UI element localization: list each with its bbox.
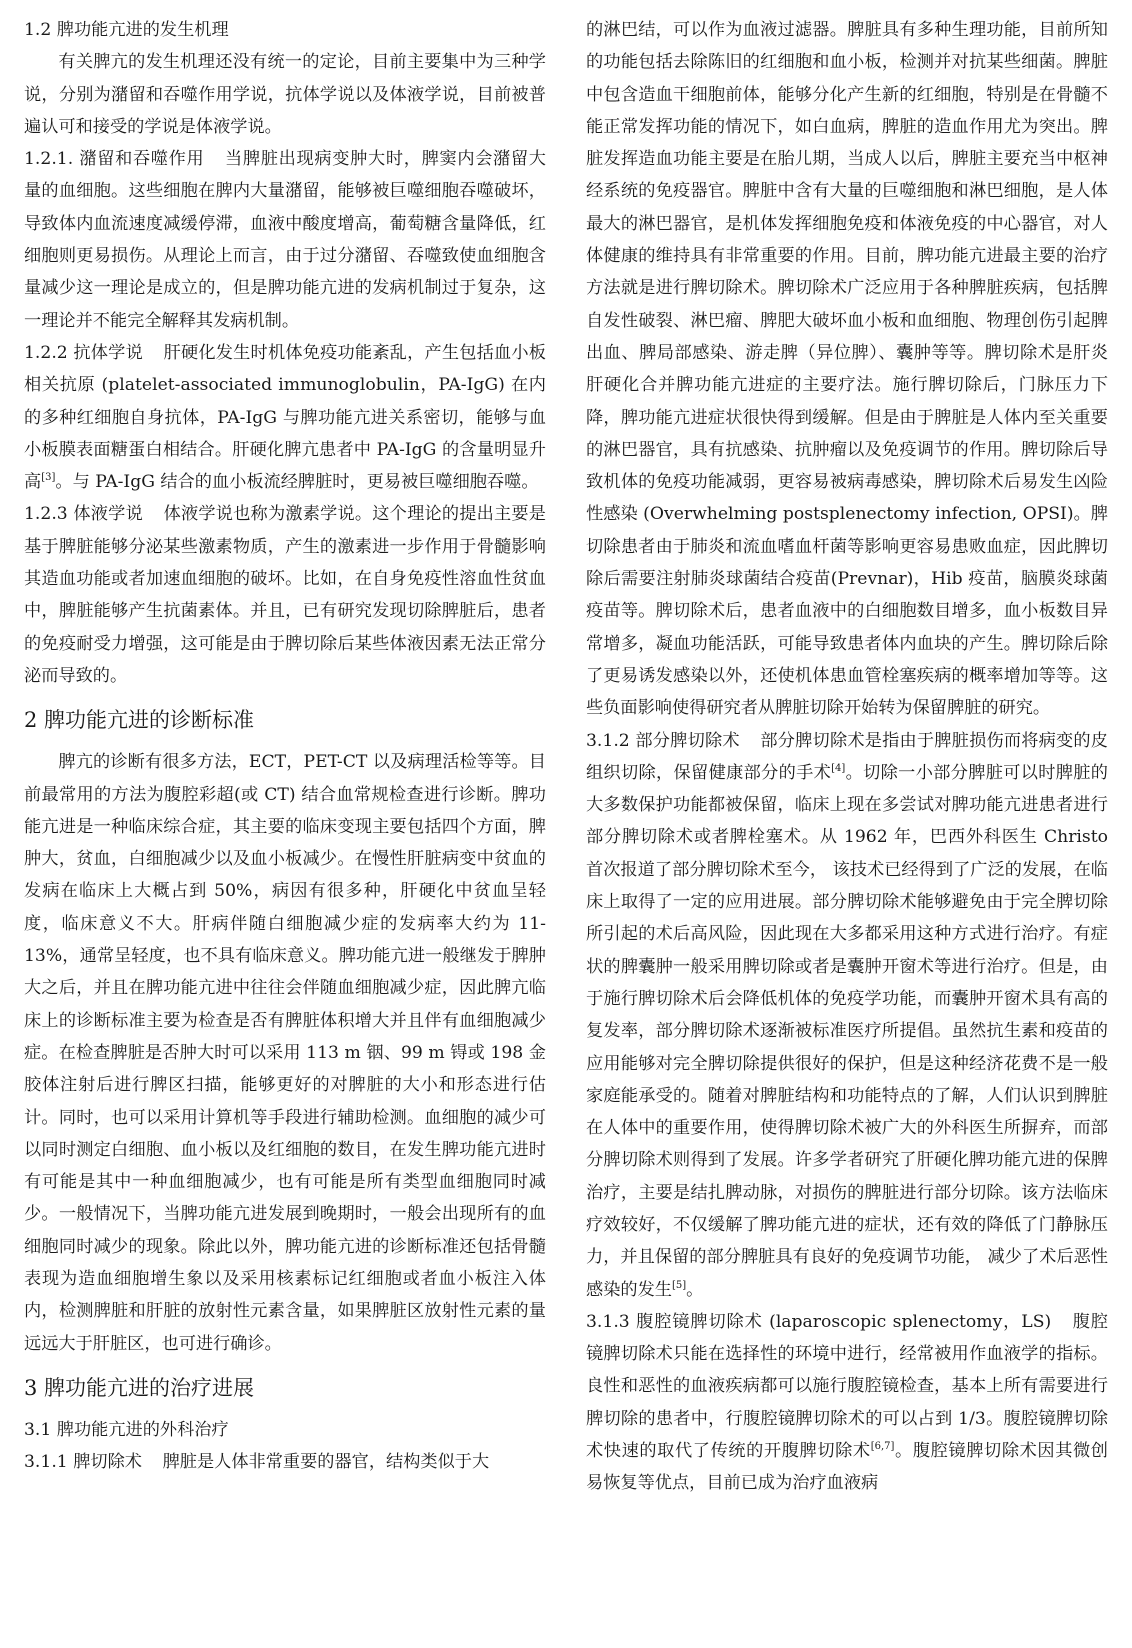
paragraph-1-2-2: 肝硬化发生时机体免疫功能紊乱，产生包括血小板相关抗原 (platelet-associated immunoglobulin，PA-IgG) 在内的多种红细胞自身抗体，PA-IgG 与脾功能亢进关系密切，能够与血小板膜表面糖蛋白相结合。肝硬化脾亢患者中 PA-IgG 的含量明显升高 xyxy=(24,342,546,493)
paragraph-2: 脾亢的诊断有很多方法，ECT，PET-CT 以及病理活检等等。目前最常用的方法为腹腔彩超(或 CT) 结合血常规检查进行诊断。脾功能亢进是一种临床综合症，其主要的临床变现主要包括四个方面，脾肿大，贫血，白细胞减少以及血小板减少。在慢性肝脏病变中贫血的发病在临床上大概占到 50%，病因有很多种，肝硬化中贫血呈轻度，临床意义不大。肝病伴随白细胞减少症的发病率大约为 11-13%，通常呈轻度，也不具有临床意义。脾功能亢进一般继发于脾肿大之后，并且在脾功能亢进中往往会伴随血细胞减少症，因此脾亢临床上的诊断标准主要为检查是否有脾脏体积增大并且伴有血细胞减少症。在检查脾脏是否肿大时可以采用 113 m 铟、99 m 锝或 198 金胶体注射后进行脾区扫描，能够更好的对脾脏的大小和形态进行估计。同时，也可以采用计算机等手段进行辅助检测。血细胞的减少可以同时测定白细胞、血小板以及红细胞的数目，在发生脾功能亢进时有可能是其中一种血细胞减少，也有可能是所有类型血细胞同时减少。一般情况下，当脾功能亢进发展到晚期时，一般会出现所有的血细胞同时减少的现象。除此以外，脾功能亢进的诊断标准还包括骨髓表现为造血细胞增生象以及采用核素标记红细胞或者血小板注入体内，检测脾脏和肝脏的放射性元素含量，如果脾脏区放射性元素的量远远大于肝脏区，也可进行确诊。 xyxy=(24,752,546,1354)
subsection-1-2-3 xyxy=(24,498,546,692)
paragraph-3-1-1-continued: 的淋巴结，可以作为血液过滤器。脾脏具有多种生理功能，目前所知的功能包括去除陈旧的红细胞和血小板，检测并对抗某些细菌。脾脏中包含造血干细胞前体，能够分化产生新的红细胞，特别是在骨髓不能正常发挥功能的情况下，如白血病，脾脏的造血作用尤为突出。脾脏发挥造血功能主要是在胎儿期，当成人以后，脾脏主要充当中枢神经系统的免疫器官。脾脏中含有大量的巨噬细胞和淋巴细胞，是人体最大的淋巴器官，是机体发挥细胞免疫和体液免疫的中心器官，对人体健康的维持具有非常重要的作用。目前，脾功能亢进最主要的治疗方法就是进行脾切除术。脾切除术广泛应用于各种脾脏疾病，包括脾自发性破裂、淋巴瘤、脾肥大破坏血小板和血细胞、物理创伤引起脾出血、脾局部感染、游走脾（异位脾）、囊肿等等。脾切除术是肝炎肝硬化合并脾功能亢进症的主要疗法。施行脾切除后，门脉压力下降，脾功能亢进症状很快得到缓解。但是由于脾脏是人体内至关重要的淋巴器官，具有抗感染、抗肿瘤以及免疫调节的作用。脾切除后导致机体的免疫功能减弱，更容易被病毒感染，脾切除术后易发生凶险性感染 (Overwhelming postsplenectomy infection, OPSI)。脾切除患者由于肺炎和流血嗜血杆菌等影响更容易患败血症，因此脾切除后需要注射肺炎球菌结合疫苗(Prevnar)，Hib 疫苗，脑膜炎球菌疫苗等。脾切除术后，患者血液中的白细胞数目增多，血小板数目异常增多，凝血功能活跃，可能导致患者体内血块的产生。脾切除后除了更易诱发感染以外，还使机体患血管栓塞疾病的概率增加等等。这些负面影响使得研究者从脾脏切除开始转为保留脾脏的研究。 xyxy=(586,20,1108,719)
subsection-heading-1-2-3: 1.2.3 体液学说 xyxy=(24,504,143,525)
subsection-3-1-2 xyxy=(586,725,1108,1306)
paragraph-3-1-3: 腹腔镜脾切除术只能在选择性的环境中进行，经常被用作血液学的指标。良性和恶性的血液疾病都可以施行腹腔镜检查，基本上所有需要进行脾切除的患者中，行腹腔镜脾切除术的可以占到 1/3。腹腔镜脾切除术快速的取代了传统的开腹脾切除术 xyxy=(586,1311,1108,1462)
subsection-1-2-1 xyxy=(24,143,546,337)
subsection-1-2-2 xyxy=(24,337,546,498)
section-heading-3: 3 脾功能亢进的治疗进展 xyxy=(24,1375,255,1400)
section-heading-1-2: 1.2 脾功能亢进的发生机理 xyxy=(24,20,229,40)
paragraph-3-1-2: 部分脾切除术是指由于脾脏损伤而将病变的皮组织切除，保留健康部分的手术 xyxy=(586,730,1108,783)
subsection-3-1-1 xyxy=(24,1446,546,1478)
paragraph-1-2: 有关脾亢的发生机理还没有统一的定论，目前主要集中为三种学说，分别为潴留和吞噬作用学说，抗体学说以及体液学说，目前被普遍认可和接受的学说是体液学说。 xyxy=(24,52,546,137)
subsection-heading-3-1-3: 3.1.3 腹腔镜脾切除术 (laparoscopic splenectomy，LS) xyxy=(586,1311,1052,1332)
citation-6-7[interactable]: [6,7] xyxy=(870,1441,895,1453)
citation-4[interactable]: [4] xyxy=(831,762,846,774)
subsection-heading-1-2-1: 1.2.1. 潴留和吞噬作用 xyxy=(24,149,205,170)
section-heading-3-1: 3.1 脾功能亢进的外科治疗 xyxy=(24,1419,229,1440)
subsection-heading-3-1-1: 3.1.1 脾切除术 xyxy=(24,1452,142,1473)
subsection-heading-1-2-2: 1.2.2 抗体学说 xyxy=(24,342,143,363)
citation-5[interactable]: [5] xyxy=(671,1279,687,1291)
paragraph-3-1-3-end: 。腹腔镜脾切除术因其微创易恢复等优点，目前已成为治疗血液病 xyxy=(586,1441,1108,1494)
subsection-heading-3-1-2: 3.1.2 部分脾切除术 xyxy=(586,730,740,751)
citation-3[interactable]: [3] xyxy=(41,472,56,484)
left-column xyxy=(24,14,546,1478)
paragraph-1-2-1: 当脾脏出现病变肿大时，脾窦内会潴留大量的血细胞。这些细胞在脾内大量潴留，能够被巨噬细胞吞噬破坏，导致体内血流速度减缓停滞，血液中酸度增高，葡萄糖含量降低，红细胞则更易损伤。从理论上而言，由于过分潴留、吞噬致使血细胞含量减少这一理论是成立的，但是脾功能亢进的发病机制过于复杂，这一理论并不能完全解释其发病机制。 xyxy=(24,149,546,331)
paragraph-1-2-2-end: 。与 PA-IgG 结合的血小板流经脾脏时，更易被巨噬细胞吞噬。 xyxy=(55,472,539,493)
paragraph-3-1-2-middle: 。切除一小部分脾脏可以时脾脏的大多数保护功能都被保留，临床上现在多尝试对脾功能亢进患者进行部分脾切除术或者脾栓塞术。从 1962 年，巴西外科医生 Christo 首次报道了部分脾切除术至今， 该技术已经得到了广泛的发展，在临床上取得了一定的应用进展。部分脾切除术能够避免由于完全脾切除所引起的术后高风险，因此现在大多都采用这种方式进行治疗。有症状的脾囊肿一般采用脾切除或者是囊肿开窗术等进行治疗。但是，由于施行脾切除术后会降低机体的免疫学功能，而囊肿开窗术具有高的复发率，部分脾切除术逐渐被标准医疗所提倡。虽然抗生素和疫苗的应用能够对完全脾切除提供很好的保护，但是这种经济花费不是一般家庭能承受的。随着对脾脏结构和功能特点的了解，人们认识到脾脏在人体中的重要作用，使得脾切除术被广大的外科医生所摒弃，而部分脾切除术则得到了发展。许多学者研究了肝硬化脾功能亢进的保脾治疗，主要是结扎脾动脉，对损伤的脾脏进行部分切除。该方法临床疗效较好，不仅缓解了脾功能亢进的症状，还有效的降低了门静脉压力，并且保留的部分脾脏具有良好的免疫调节功能， 减少了术后恶性感染的发生 xyxy=(586,762,1108,1300)
paragraph-3-1-1: 脾脏是人体非常重要的器官，结构类似于大 xyxy=(162,1452,490,1473)
right-column xyxy=(586,14,1108,1500)
paragraph-1-2-3: 体液学说也称为激素学说。这个理论的提出主要是基于脾脏能够分泌某些激素物质，产生的激素进一步作用于骨髓影响其造血功能或者加速血细胞的破坏。比如，在自身免疫性溶血性贫血中，脾脏能够产生抗菌素体。并且，已有研究发现切除脾脏后，患者的免疫耐受力增强，这可能是由于脾切除后某些体液因素无法正常分泌而导致的。 xyxy=(24,504,546,686)
paragraph-3-1-2-end: 。 xyxy=(686,1279,704,1300)
section-heading-2: 2 脾功能亢进的诊断标准 xyxy=(24,708,255,733)
subsection-3-1-3 xyxy=(586,1306,1108,1500)
